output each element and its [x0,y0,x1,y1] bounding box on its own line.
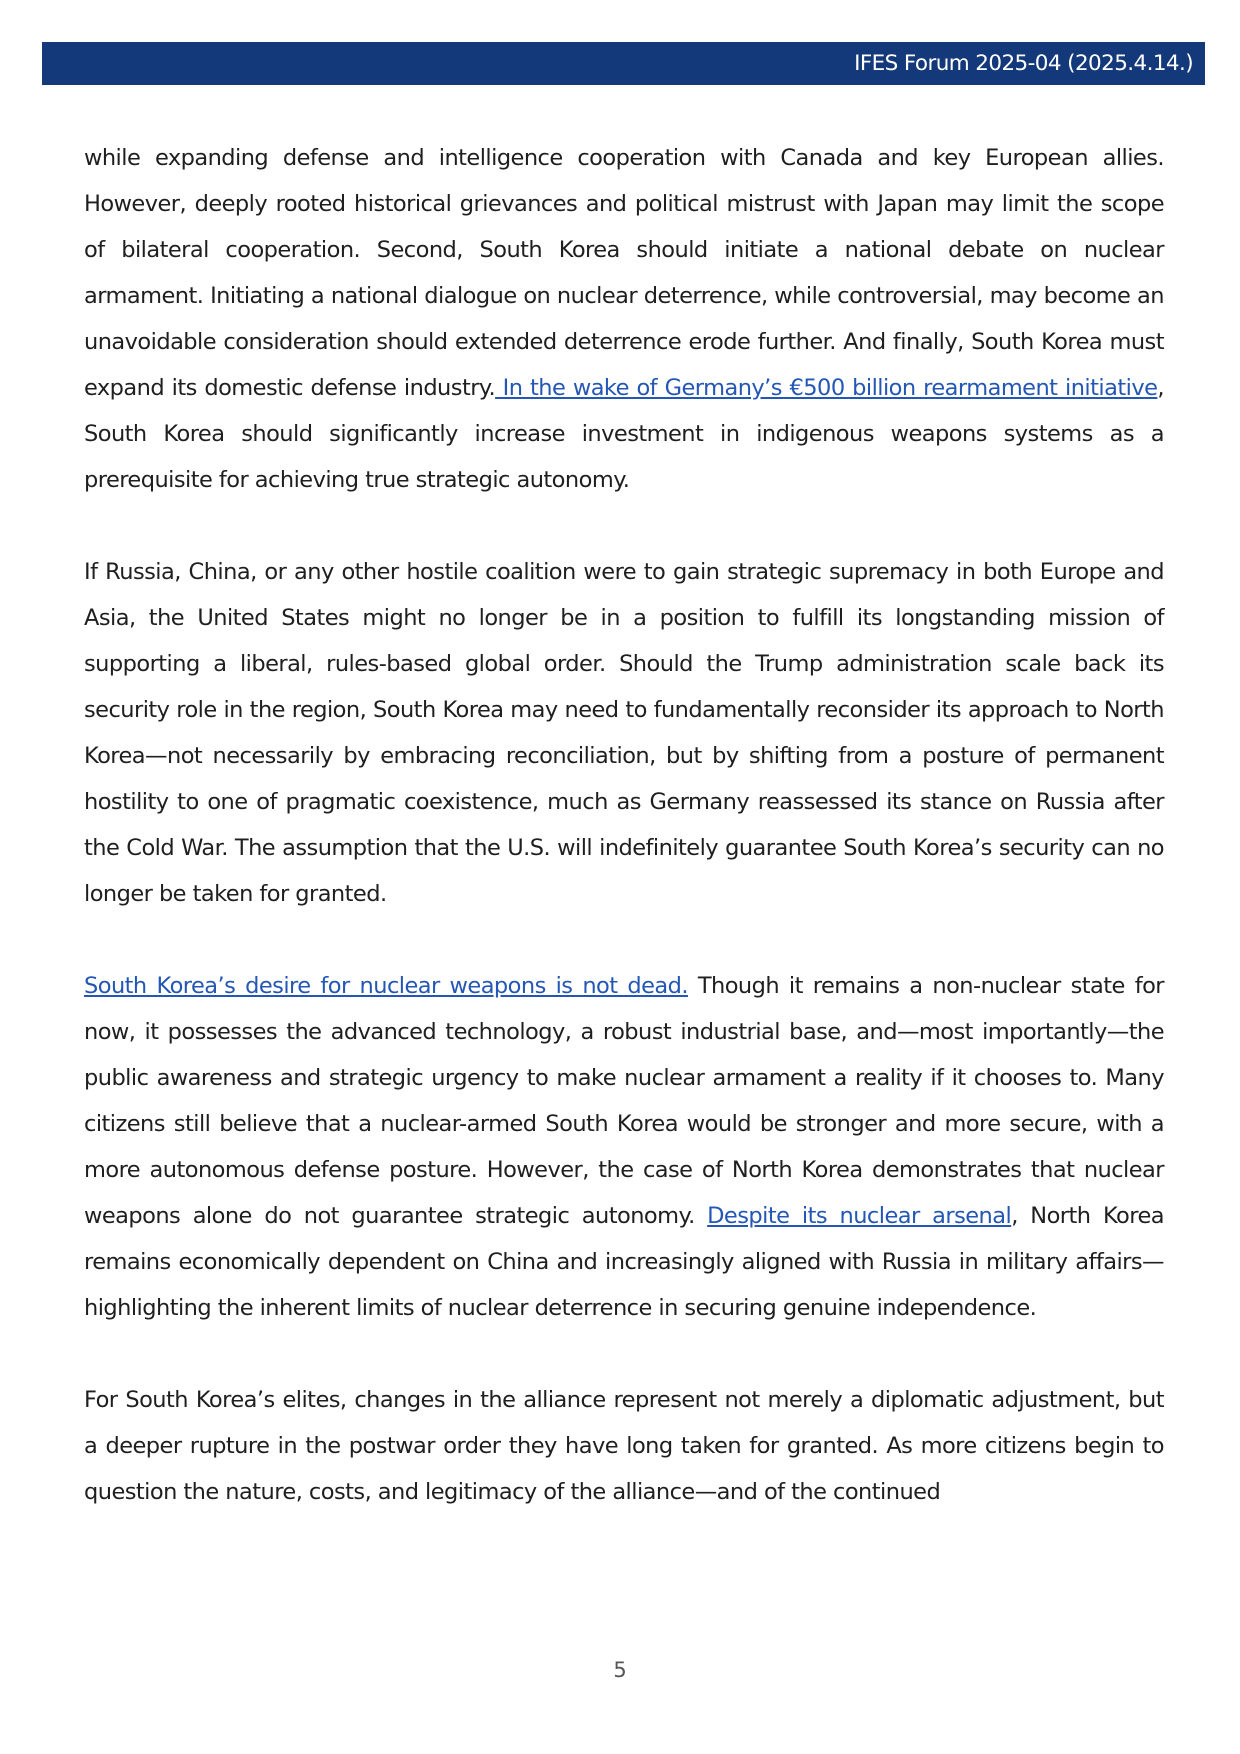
link-nuclear-desire[interactable]: South Korea’s desire for nuclear weapons is not dead. [84,973,688,999]
page-number: 5 [613,1658,627,1682]
paragraph-3-text-b: , North Korea remains economically dependent on China and increasingly aligned with Russia in military affairs—highlighting the inherent limits of nuclear deterrence in securing genuine independence. [84,1203,1164,1321]
header-title: IFES Forum 2025-04 (2025.4.14.) [854,51,1193,76]
paragraph-1 [84,135,1164,503]
paragraph-1-text-b: , South Korea should significantly increase investment in indigenous weapons systems as a prerequisite for achieving true strategic autonomy. [84,375,1164,493]
paragraph-4: For South Korea’s elites, changes in the alliance represent not merely a diplomatic adjustment, but a deeper rupture in the postwar order they have long taken for granted. As more citizens begin to question the nature, costs, and legitimacy of the alliance—and of the continued [84,1387,1164,1505]
link-nuclear-arsenal[interactable]: Despite its nuclear arsenal [707,1203,1012,1229]
paragraph-3-text-a: Though it remains a non-nuclear state for now, it possesses the advanced technology, a robust industrial base, and—most importantly—the public awareness and strategic urgency to make nuclear armament a reality if it chooses to. Many citizens still believe that a nuclear-armed South Korea would be stronger and more secure, with a more autonomous defense posture. However, the case of North Korea demonstrates that nuclear weapons alone do not guarantee strategic autonomy. [84,973,1164,1229]
paragraph-2: If Russia, China, or any other hostile coalition were to gain strategic supremacy in both Europe and Asia, the United States might no longer be in a position to fulfill its longstanding mission of supporting a liberal, rules-based global order. Should the Trump administration scale back its security role in the region, South Korea may need to fundamentally reconsider its approach to North Korea—not necessarily by embracing reconciliation, but by shifting from a posture of permanent hostility to one of pragmatic coexistence, much as Germany reassessed its stance on Russia after the Cold War. The assumption that the U.S. will indefinitely guarantee South Korea’s security can no longer be taken for granted. [84,559,1164,907]
paragraph-3 [84,963,1164,1331]
paragraph-1-text-a: while expanding defense and intelligence cooperation with Canada and key European allies. However, deeply rooted historical grievances and political mistrust with Japan may limit the scope of bilateral cooperation. Second, South Korea should initiate a national debate on nuclear armament. Initiating a national dialogue on nuclear deterrence, while controversial, may become an unavoidable consideration should extended deterrence erode further. And finally, South Korea must expand its domestic defense industry. [84,145,1164,401]
link-germany-rearmament[interactable]: In the wake of Germany’s €500 billion rearmament initiative [495,375,1158,401]
article-body [84,135,1164,1561]
header-bar [42,42,1205,85]
